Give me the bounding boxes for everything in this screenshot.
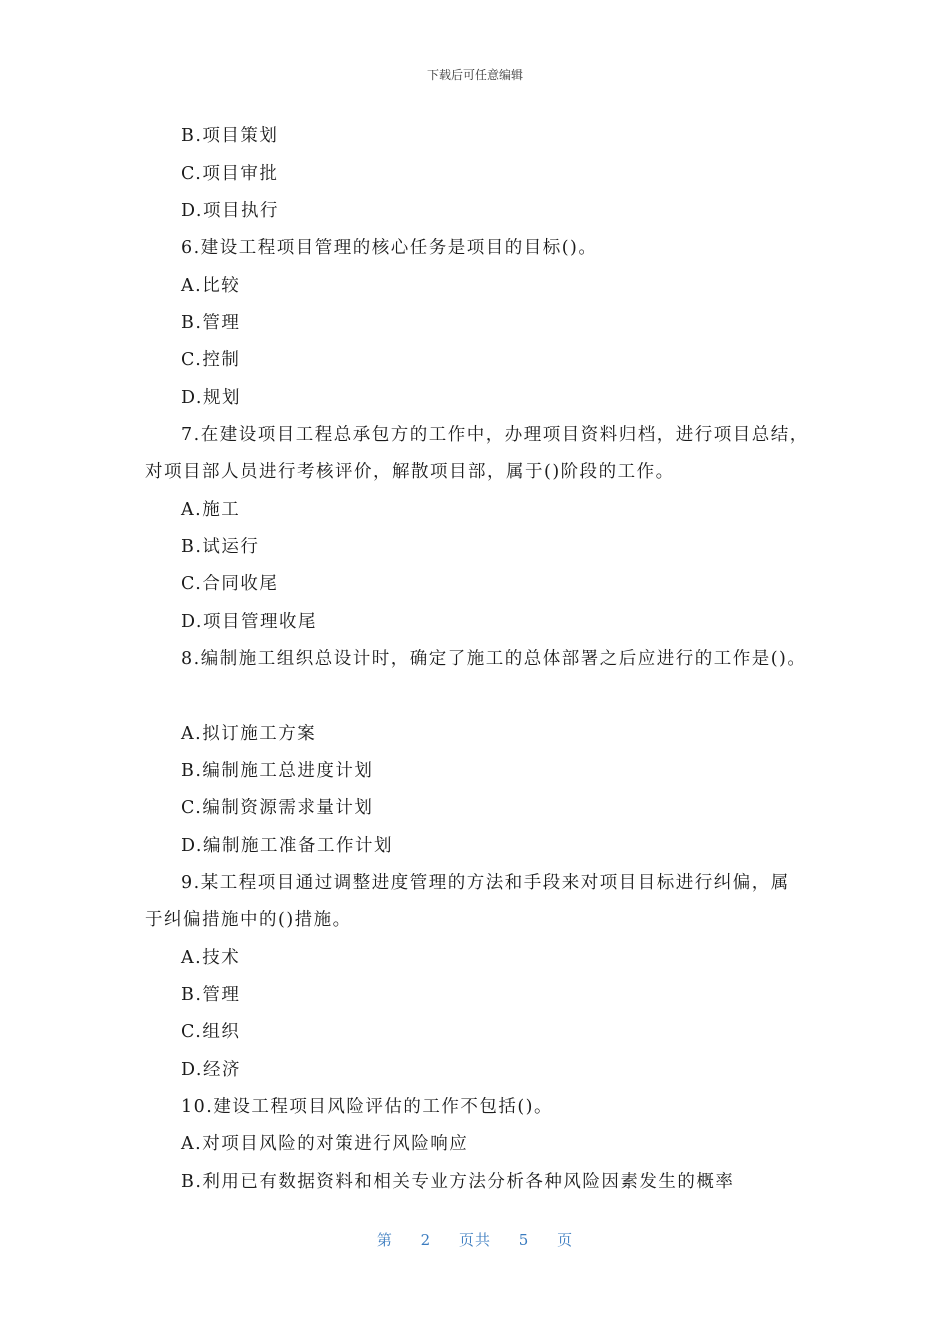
option-8c: C.编制资源需求量计划 [181,798,374,818]
option-8d: D.编制施工准备工作计划 [181,836,393,856]
footer-suffix: 页 [557,1231,574,1249]
option-7b: B.试运行 [181,537,260,557]
option-8a: A.拟订施工方案 [181,724,317,744]
option-6a: A.比较 [181,276,241,296]
option-8b: B.编制施工总进度计划 [181,761,374,781]
footer-middle: 页共 [458,1231,491,1249]
option-7a: A.施工 [181,500,241,520]
option-9b: B.管理 [181,985,241,1005]
question-10: 10.建设工程项目风险评估的工作不包括()。 [181,1097,553,1117]
option-7d: D.项目管理收尾 [181,612,317,632]
question-9: 9.某工程项目通过调整进度管理的方法和手段来对项目目标进行纠偏，属 [181,873,790,893]
option-10b: B.利用已有数据资料和相关专业方法分析各种风险因素发生的概率 [181,1172,735,1192]
question-8: 8.编制施工组织总设计时，确定了施工的总体部署之后应进行的工作是()。 [181,649,807,669]
option-9c: C.组织 [181,1022,241,1042]
page-footer [0,1229,950,1250]
option-6c: C.控制 [181,350,241,370]
page-header: 下载后可任意编辑 [426,68,523,82]
option-10a: A.对项目风险的对策进行风险响应 [181,1134,469,1154]
footer-prefix: 第 [376,1231,393,1249]
option-6d: D.规划 [181,388,241,408]
question-6: 6.建设工程项目管理的核心任务是项目的目标()。 [181,238,598,258]
option-5b: B.项目策划 [181,126,279,146]
option-5d: D.项目执行 [181,201,279,221]
total-page-number: 5 [518,1231,530,1249]
question-7-continued: 对项目部人员进行考核评价，解散项目部，属于()阶段的工作。 [145,462,675,482]
question-7: 7.在建设项目工程总承包方的工作中，办理项目资料归档，进行项目总结， [181,425,809,445]
question-9-continued: 于纠偏措施中的()措施。 [145,910,352,930]
current-page-number: 2 [420,1231,432,1249]
option-7c: C.合同收尾 [181,574,279,594]
option-9a: A.技术 [181,948,241,968]
option-6b: B.管理 [181,313,241,333]
option-5c: C.项目审批 [181,164,279,184]
option-9d: D.经济 [181,1060,241,1080]
